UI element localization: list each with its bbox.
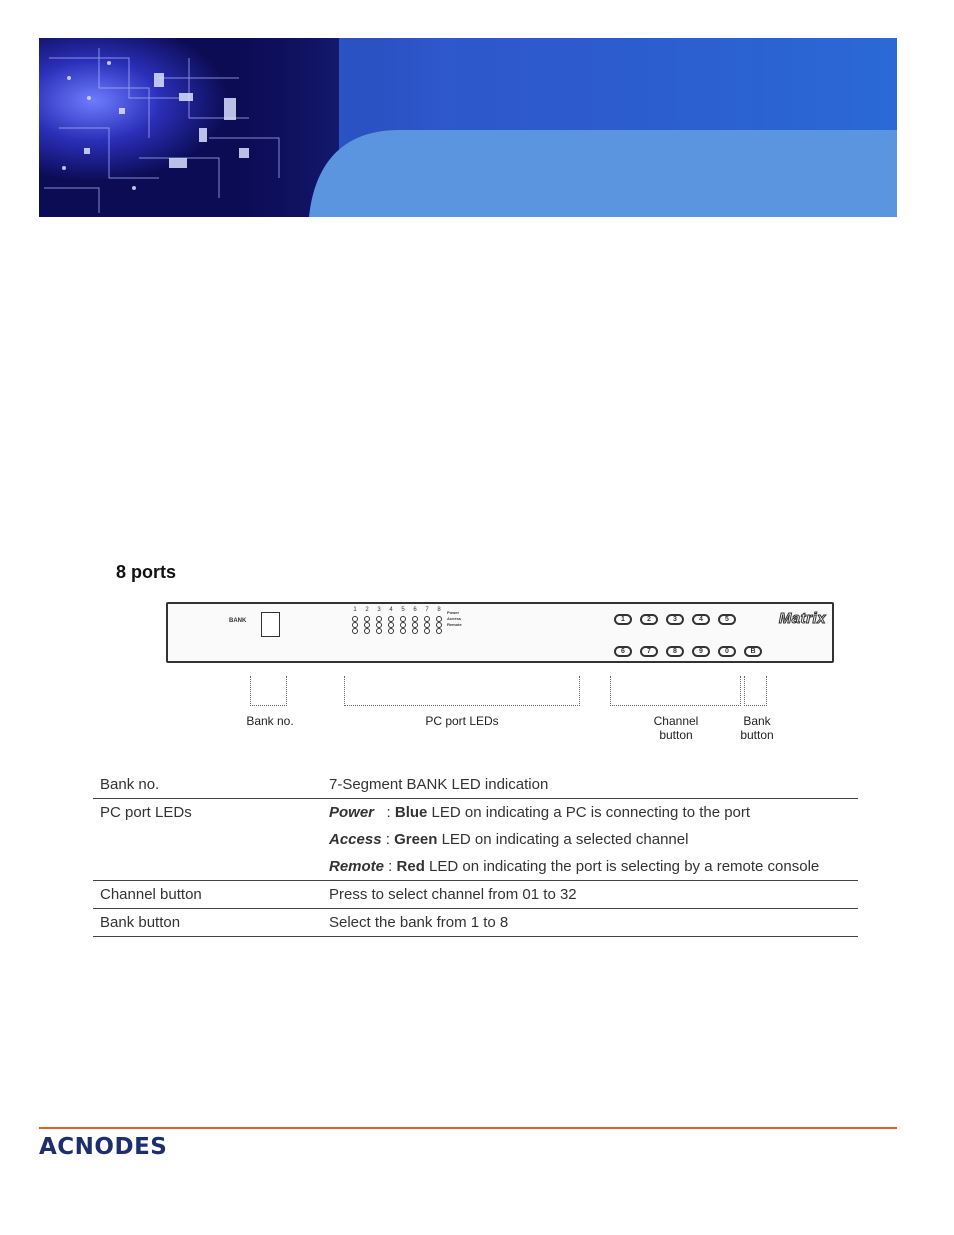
table-desc <box>329 799 858 881</box>
led-name: Remote <box>329 858 385 875</box>
led-number: 3 <box>377 607 381 613</box>
led-sep: : <box>374 804 395 821</box>
table-row <box>93 771 858 799</box>
table-term: Bank no. <box>100 776 160 793</box>
channel-button-3[interactable]: 3 <box>666 614 684 625</box>
led-number: 1 <box>353 607 357 613</box>
led-rest: LED on indicating a PC is connecting to the port <box>427 804 751 821</box>
channel-button-bracket <box>610 676 741 706</box>
bank-7-segment-display <box>261 612 280 637</box>
led-color: Blue <box>394 804 428 821</box>
channel-button-2[interactable]: 2 <box>640 614 658 625</box>
table-row <box>93 909 858 937</box>
led-color: Green <box>394 831 438 848</box>
table-desc: 7-Segment BANK LED indication <box>329 776 549 793</box>
led-number: 5 <box>401 607 405 613</box>
kvm-front-panel-diagram <box>166 602 834 663</box>
callout-channel-line2: button <box>659 728 693 742</box>
table-term: Channel button <box>100 886 202 903</box>
callout-bank-button <box>727 714 787 742</box>
channel-button-0[interactable]: 0 <box>718 646 736 657</box>
led-rest: LED on indicating the port is selecting by a remote console <box>424 858 820 875</box>
led-number: 7 <box>425 607 429 613</box>
table-term: Bank button <box>100 914 181 931</box>
callout-pc-port-leds: PC port LEDs <box>425 714 499 728</box>
pc-port-led <box>364 628 370 634</box>
led-rest: LED on indicating a selected channel <box>437 831 689 848</box>
channel-button-8[interactable]: 8 <box>666 646 684 657</box>
bank-label: BANK <box>229 618 247 624</box>
bank-no-bracket <box>250 676 287 706</box>
led-number: 8 <box>437 607 441 613</box>
circuit-board-image <box>39 38 897 217</box>
header-banner <box>39 38 897 217</box>
pc-port-led <box>412 628 418 634</box>
led-number: 4 <box>389 607 393 613</box>
channel-button-1[interactable]: 1 <box>614 614 632 625</box>
led-row-label-remote: Remote <box>447 622 462 627</box>
callout-bank-line2: button <box>740 728 774 742</box>
table-row <box>93 799 858 881</box>
channel-button-6[interactable]: 6 <box>614 646 632 657</box>
led-desc-power <box>329 799 858 826</box>
pc-port-led <box>436 628 442 634</box>
bank-button[interactable]: B <box>744 646 762 657</box>
table-desc: Press to select channel from 01 to 32 <box>329 886 577 903</box>
pc-port-leds-bracket <box>344 676 580 706</box>
led-sep: : <box>384 858 397 875</box>
callout-channel-line1: Channel <box>653 714 699 728</box>
pc-port-led <box>400 628 406 634</box>
matrix-brand-logo: Matrix <box>778 610 826 627</box>
led-row-label-access: Access <box>447 616 462 621</box>
footer-rule <box>39 1127 897 1129</box>
acnodes-logo: ACNODES <box>39 1134 168 1160</box>
led-name: Power <box>329 804 375 821</box>
table-row <box>93 881 858 909</box>
pc-port-led <box>376 628 382 634</box>
led-number: 6 <box>413 607 417 613</box>
channel-button-7[interactable]: 7 <box>640 646 658 657</box>
pc-port-led <box>388 628 394 634</box>
led-sep: : <box>381 831 395 848</box>
pc-port-led <box>352 628 358 634</box>
pc-port-led <box>424 628 430 634</box>
led-desc-access <box>329 826 858 853</box>
callout-bank-line1: Bank <box>743 714 771 728</box>
led-number: 2 <box>365 607 369 613</box>
callout-channel-button <box>636 714 716 742</box>
led-desc-remote <box>329 853 858 880</box>
channel-button-5[interactable]: 5 <box>718 614 736 625</box>
bank-button-bracket <box>744 676 767 706</box>
table-term: PC port LEDs <box>100 804 192 821</box>
table-desc: Select the bank from 1 to 8 <box>329 914 509 931</box>
led-name: Access <box>329 831 382 848</box>
led-row-label-power: Power <box>447 610 460 615</box>
channel-button-9[interactable]: 9 <box>692 646 710 657</box>
channel-button-4[interactable]: 4 <box>692 614 710 625</box>
led-color: Red <box>396 858 425 875</box>
section-title: 8 ports <box>116 562 177 582</box>
callout-bank-no: Bank no. <box>246 714 294 728</box>
spec-table <box>93 771 858 937</box>
